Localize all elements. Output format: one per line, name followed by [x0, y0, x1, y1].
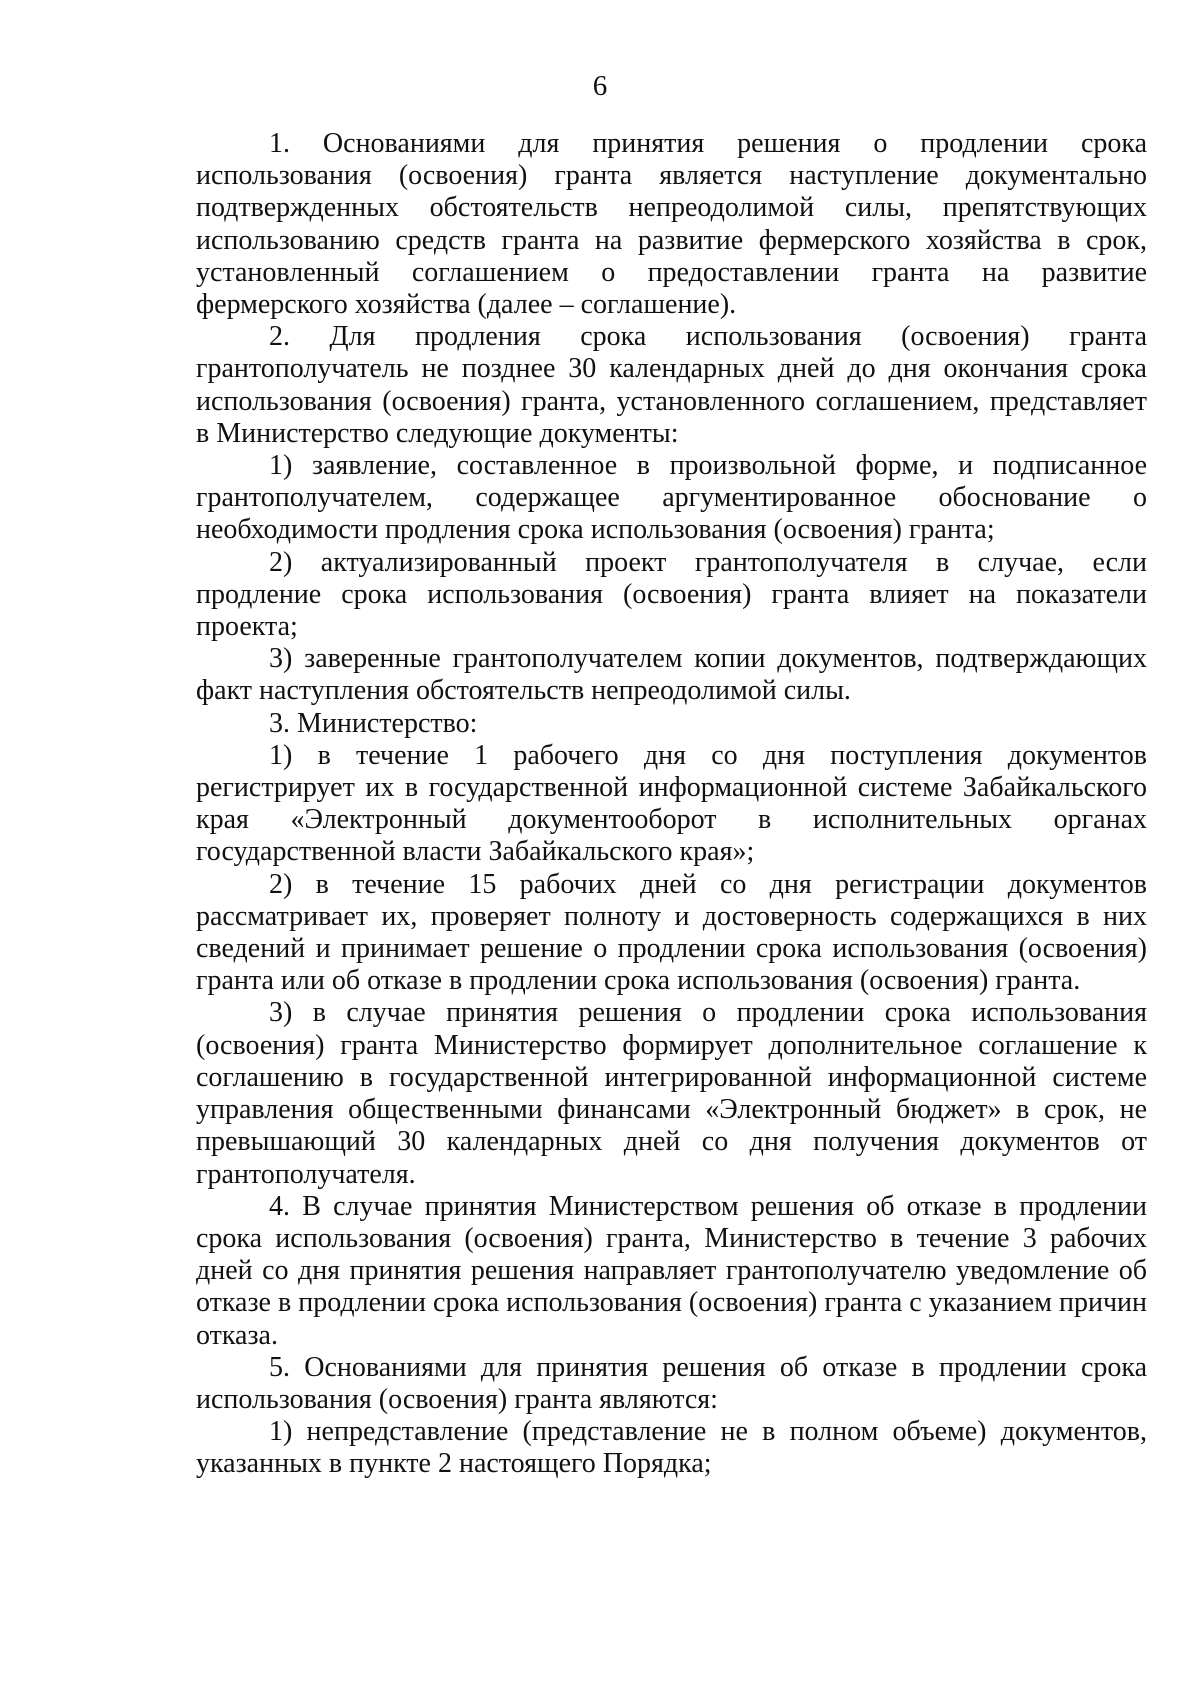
paragraph-3-item-3-additional-agreement: 3) в случае принятия решения о продлении срока использования (освоения) гранта Министерство формирует дополнительное соглашение к соглашению в государственной интегрированной информационной системе управления общественными финансами «Электронный бюджет» в срок, не превышающий 30 календарных дней со дня получения документов от грантополучателя. [196, 997, 1147, 1190]
paragraph-2-item-3-certified-copies: 3) заверенные грантополучателем копии документов, подтверждающих факт наступления обстоятельств непреодолимой силы. [196, 643, 1147, 707]
document-body [196, 128, 1147, 1481]
paragraph-5-grounds-for-refusal: 5. Основаниями для принятия решения об отказе в продлении срока использования (освоения) гранта являются: [196, 1351, 1147, 1415]
paragraph-2-item-1-application: 1) заявление, составленное в произвольной форме, и подписанное грантополучателем, содержащее аргументированное обоснование о необходимости продления срока использования (освоения) гранта; [196, 450, 1147, 546]
paragraph-3-ministry-heading: 3. Министерство: [269, 707, 478, 739]
paragraph-1-grounds-for-extension: 1. Основаниями для принятия решения о продлении срока использования (освоения) гранта является наступление документально подтвержденных обстоятельств непреодолимой силы, препятствующих использованию средств гранта на развитие фермерского хозяйства в срок, установленный соглашением о предоставлении гранта на развитие фермерского хозяйства (далее – соглашение). [196, 128, 1147, 321]
paragraph-3-item-2-review: 2) в течение 15 рабочих дней со дня регистрации документов рассматривает их, проверяет полноту и достоверность содержащихся в них сведений и принимает решение о продлении срока использования (освоения) гранта или об отказе в продлении срока использования (освоения) гранта. [196, 868, 1147, 997]
paragraph-2-item-2-updated-project: 2) актуализированный проект грантополучателя в случае, если продление срока использования (освоения) гранта влияет на показатели проекта; [196, 546, 1147, 643]
paragraph-5-item-1-missing-documents: 1) непредставление (представление не в полном объеме) документов, указанных в пункте 2 настоящего Порядка; [196, 1416, 1147, 1480]
page-number: 6 [592, 70, 608, 102]
paragraph-2-extension-procedure: 2. Для продления срока использования (освоения) гранта грантополучатель не позднее 30 календарных дней до дня окончания срока использования (освоения) гранта, установленного соглашением, представляет в Министерство следующие документы: [196, 321, 1147, 449]
paragraph-4-refusal-notice: 4. В случае принятия Министерством решения об отказе в продлении срока использования (освоения) гранта, Министерство в течение 3 рабочих дней со дня принятия решения направляет грантополучателю уведомление об отказе в продлении срока использования (освоения) гранта с указанием причин отказа. [196, 1190, 1147, 1351]
paragraph-3-item-1-registration: 1) в течение 1 рабочего дня со дня поступления документов регистрирует их в государственной информационной системе Забайкальского края «Электронный документооборот в исполнительных органах государственной власти Забайкальского края»; [196, 739, 1147, 868]
